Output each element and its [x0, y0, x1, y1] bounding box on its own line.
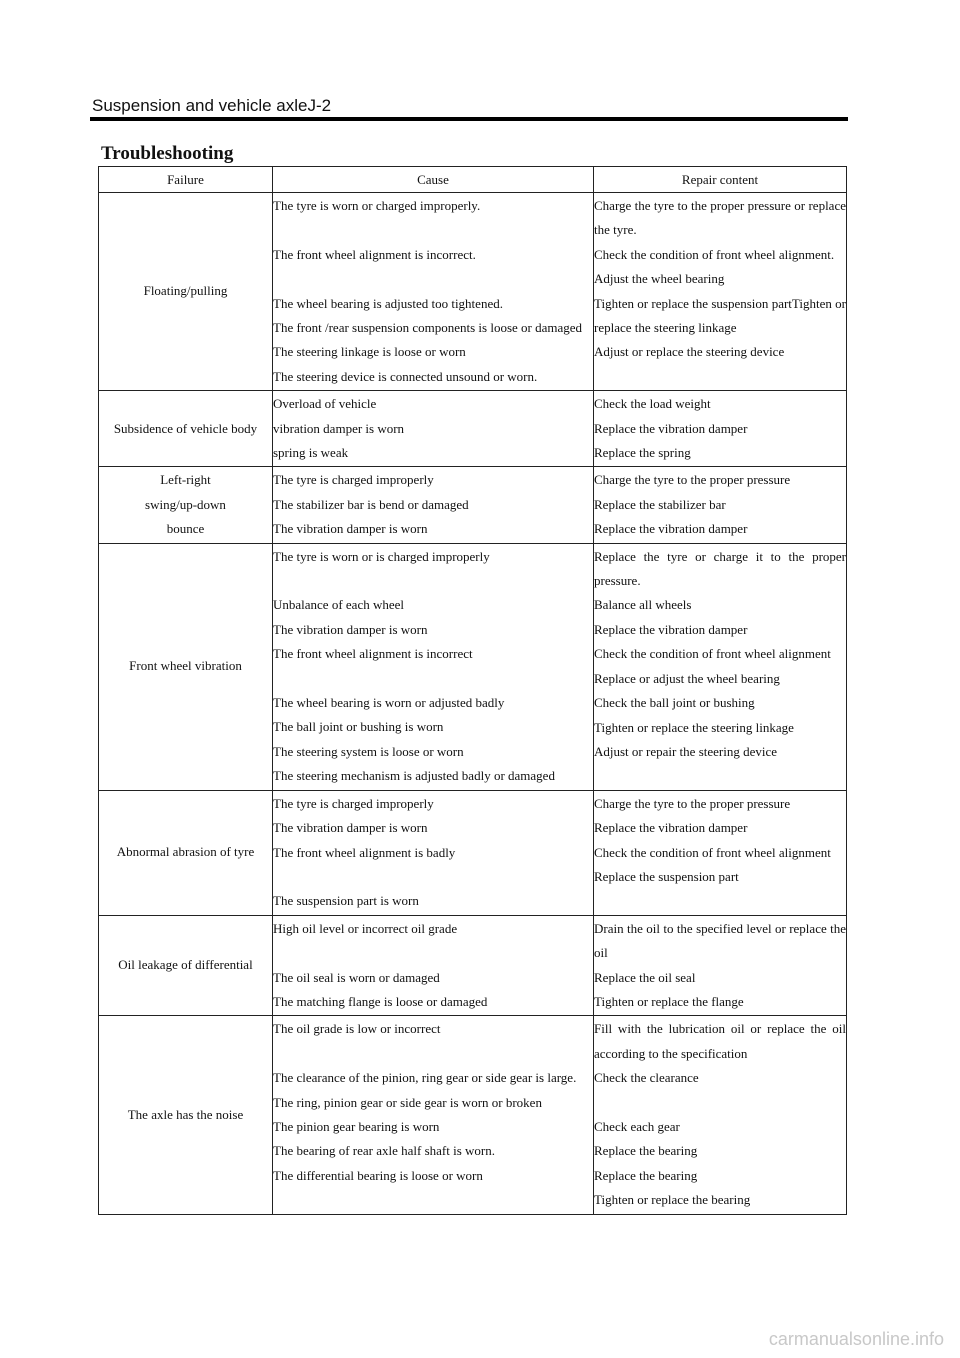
failure-cell: The axle has the noise: [99, 1016, 273, 1214]
repair-line: Drain the oil to the specified level or replace the oil: [594, 920, 846, 961]
repair-line: Replace the vibration damper: [594, 820, 748, 836]
repair-line: Adjust the wheel bearing: [594, 271, 725, 287]
repair-cell: [594, 193, 847, 391]
table-row: [99, 1016, 847, 1214]
repair-line: Replace the stabilizer bar: [594, 496, 726, 512]
cause-line: The steering linkage is loose or worn: [273, 344, 466, 360]
repair-line: Charge the tyre to the proper pressure: [594, 795, 791, 811]
cause-line: The front wheel alignment is incorrect: [273, 646, 473, 662]
cause-line: The ball joint or bushing is worn: [273, 719, 444, 735]
repair-line: Charge the tyre to the proper pressure or replace the tyre.: [594, 198, 846, 238]
cause-line: High oil level or incorrect oil grade: [273, 920, 458, 936]
watermark: carmanualsonline.info: [768, 1329, 944, 1349]
cause-line: vibration damper is worn: [273, 420, 405, 436]
repair-line: Replace the suspension part: [594, 868, 739, 884]
repair-line: Check the condition of front wheel alignment: [594, 646, 831, 662]
cause-line: [273, 865, 593, 889]
repair-line: Replace or adjust the wheel bearing: [594, 670, 780, 686]
cause-line: [273, 1042, 593, 1066]
cause-line: The suspension part is worn: [273, 893, 419, 909]
column-header-failure: Failure: [99, 167, 273, 193]
cause-line: The steering device is connected unsound or worn.: [273, 368, 538, 384]
repair-cell: [594, 543, 847, 790]
cause-line: The wheel bearing is worn or adjusted badly: [273, 695, 505, 711]
cause-line: Overload of vehicle: [273, 396, 377, 412]
repair-line: Replace the vibration damper: [594, 521, 748, 537]
cause-line: The vibration damper is worn: [273, 621, 428, 637]
repair-cell: [594, 790, 847, 915]
cause-line: The front wheel alignment is badly: [273, 844, 456, 860]
cause-line: The tyre is worn or charged improperly.: [273, 198, 481, 213]
cause-line: The pinion gear bearing is worn: [273, 1118, 440, 1134]
cause-line: The clearance of the pinion, ring gear or side gear is large.: [273, 1070, 577, 1086]
repair-line: Adjust or repair the steering device: [594, 743, 778, 759]
failure-cell: Subsidence of vehicle body: [99, 391, 273, 467]
troubleshooting-table: [98, 166, 847, 1215]
repair-line: Replace the bearing: [594, 1143, 698, 1159]
repair-line: Check each gear: [594, 1118, 680, 1134]
repair-line: Fill with the lubrication oil or replace the oil according to the specification: [594, 1021, 846, 1061]
repair-line: Replace the vibration damper: [594, 621, 748, 637]
cause-cell: [273, 915, 594, 1016]
repair-line: Replace the oil seal: [594, 969, 696, 985]
repair-line: [594, 1091, 846, 1115]
column-header-repair: Repair content: [594, 167, 847, 193]
cause-cell: [273, 1016, 594, 1214]
cause-line: The front wheel alignment is incorrect.: [273, 246, 476, 262]
repair-line: Check the condition of front wheel alignment: [594, 844, 831, 860]
cause-line: [273, 941, 593, 965]
cause-line: [273, 667, 593, 691]
page-header-title: Suspension and vehicle axleJ-2: [92, 96, 332, 115]
table-row: [99, 391, 847, 467]
cause-line: spring is weak: [273, 445, 349, 461]
cause-line: The oil seal is worn or damaged: [273, 969, 440, 985]
repair-line: Replace the bearing: [594, 1167, 698, 1183]
cause-line: The differential bearing is loose or worn: [273, 1167, 483, 1183]
failure-cell: Oil leakage of differential: [99, 915, 273, 1016]
cause-cell: [273, 543, 594, 790]
cause-line: The vibration damper is worn: [273, 521, 428, 537]
cause-cell: [273, 193, 594, 391]
cause-line: The front /rear suspension components is loose or damaged: [273, 320, 583, 335]
cause-line: The tyre is charged improperly: [273, 795, 434, 811]
repair-cell: [594, 467, 847, 543]
table-row: [99, 790, 847, 915]
cause-line: The tyre is charged improperly: [273, 472, 434, 488]
cause-line: [273, 569, 593, 593]
repair-cell: [594, 1016, 847, 1214]
cause-line: [273, 218, 593, 242]
table-row: [99, 467, 847, 543]
failure-cell: Left-right swing/up-down bounce: [99, 467, 273, 543]
header-divider: [90, 117, 848, 121]
failure-cell: Floating/pulling: [99, 193, 273, 391]
repair-line: Check the ball joint or bushing: [594, 695, 755, 711]
repair-line: Tighten or replace the steering linkage: [594, 719, 794, 735]
cause-line: The oil grade is low or incorrect: [273, 1021, 441, 1037]
cause-line: [273, 267, 593, 291]
table-row: [99, 915, 847, 1016]
column-header-cause: Cause: [273, 167, 594, 193]
repair-line: Check the load weight: [594, 396, 711, 412]
repair-line: Replace the spring: [594, 445, 691, 461]
repair-cell: [594, 391, 847, 467]
repair-line: Tighten or replace the bearing: [594, 1192, 751, 1208]
cause-line: The steering mechanism is adjusted badly or damaged: [273, 768, 555, 784]
table-row: [99, 543, 847, 790]
cause-line: The vibration damper is worn: [273, 820, 428, 836]
cause-line: The steering system is loose or worn: [273, 743, 464, 759]
repair-line: Replace the vibration damper: [594, 420, 748, 436]
repair-cell: [594, 915, 847, 1016]
table-header-row: [99, 167, 847, 193]
repair-line: Check the clearance: [594, 1070, 699, 1086]
failure-cell: Abnormal abrasion of tyre: [99, 790, 273, 915]
repair-line: Replace the tyre or charge it to the proper pressure.: [594, 548, 846, 589]
cause-line: The bearing of rear axle half shaft is worn.: [273, 1143, 495, 1159]
repair-line: Tighten or replace the flange: [594, 993, 744, 1009]
cause-line: The ring, pinion gear or side gear is worn or broken: [273, 1094, 542, 1110]
repair-line: Balance all wheels: [594, 597, 692, 613]
cause-line: The wheel bearing is adjusted too tightened.: [273, 295, 503, 311]
cause-cell: [273, 467, 594, 543]
cause-line: The stabilizer bar is bend or damaged: [273, 496, 469, 512]
cause-line: The matching flange is loose or damaged: [273, 993, 488, 1009]
repair-line: Charge the tyre to the proper pressure: [594, 472, 791, 488]
repair-line: Adjust or replace the steering device: [594, 344, 785, 360]
section-title: Troubleshooting: [101, 143, 234, 164]
failure-cell: Front wheel vibration: [99, 543, 273, 790]
cause-line: The tyre is worn or is charged improperly: [273, 548, 490, 564]
cause-cell: [273, 790, 594, 915]
repair-line: Tighten or replace the suspension partTighten or replace the steering linkage: [594, 295, 846, 336]
cause-line: Unbalance of each wheel: [273, 597, 405, 613]
repair-line: Check the condition of front wheel alignment.: [594, 246, 835, 262]
cause-cell: [273, 391, 594, 467]
table-row: [99, 193, 847, 391]
